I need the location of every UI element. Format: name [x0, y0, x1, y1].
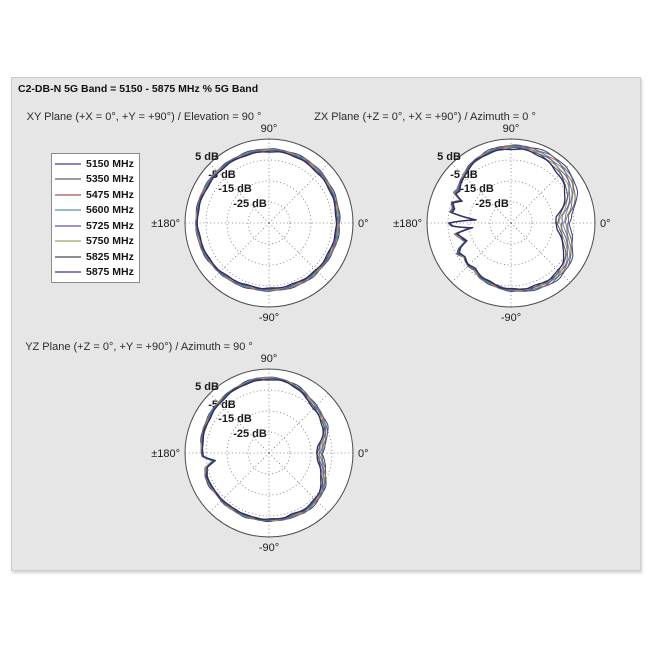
legend-item-label: 5475 MHz [86, 188, 134, 201]
angle-label-bottom: -90° [258, 542, 280, 554]
legend-item-label: 5725 MHz [86, 219, 134, 232]
angle-label-right: 0° [358, 448, 369, 460]
legend-item [55, 265, 139, 279]
legend-item-label: 5350 MHz [86, 173, 134, 186]
legend-line-sample [55, 194, 81, 196]
legend-item-label: 5875 MHz [86, 266, 134, 279]
db-ring-label: -5 dB [208, 399, 236, 411]
angle-label-bottom: -90° [258, 312, 280, 324]
legend-item-label: 5600 MHz [86, 204, 134, 217]
plot-title-xy: XY Plane (+X = 0°, +Y = +90°) / Elevation = 90 ° [26, 111, 262, 123]
angle-label-bottom: -90° [500, 312, 522, 324]
legend-line-sample [55, 209, 81, 211]
legend-item [55, 157, 139, 171]
legend-item [55, 188, 139, 202]
polar-plot-xy [144, 103, 394, 348]
legend-item [55, 234, 139, 248]
legend-item [55, 219, 139, 233]
angle-label-left: ±180° [151, 448, 180, 460]
angle-label-top: 90° [260, 123, 278, 135]
polar-plot-zx [386, 103, 636, 348]
db-ring-label: 5 dB [195, 151, 219, 163]
legend-line-sample [55, 178, 81, 180]
legend-item [55, 172, 139, 186]
legend-line-sample [55, 271, 81, 273]
legend-item-label: 5750 MHz [86, 235, 134, 248]
legend-item [55, 250, 139, 264]
figure-title: C2-DB-N 5G Band = 5150 - 5875 MHz % 5G Band [18, 83, 259, 95]
legend-item [55, 203, 139, 217]
angle-label-top: 90° [502, 123, 520, 135]
legend-line-sample [55, 225, 81, 227]
angle-label-left: ±180° [393, 218, 422, 230]
db-ring-label: -25 dB [233, 428, 267, 440]
legend-item-label: 5825 MHz [86, 250, 134, 263]
db-ring-label: 5 dB [195, 381, 219, 393]
angle-label-top: 90° [260, 353, 278, 365]
angle-label-left: ±180° [151, 218, 180, 230]
plot-title-zx: ZX Plane (+Z = 0°, +X = +90°) / Azimuth = 0 ° [314, 111, 536, 123]
legend-line-sample [55, 256, 81, 258]
db-ring-label: -15 dB [218, 413, 252, 425]
angle-label-right: 0° [600, 218, 611, 230]
angle-label-right: 0° [358, 218, 369, 230]
db-ring-label: 5 dB [437, 151, 461, 163]
db-ring-label: -25 dB [475, 198, 509, 210]
legend-item-label: 5150 MHz [86, 157, 134, 170]
db-ring-label: -15 dB [460, 183, 494, 195]
plot-title-yz: YZ Plane (+Z = 0°, +Y = +90°) / Azimuth = 90 ° [25, 341, 253, 353]
db-ring-label: -15 dB [218, 183, 252, 195]
legend-line-sample [55, 240, 81, 242]
db-ring-label: -5 dB [208, 169, 236, 181]
db-ring-label: -5 dB [450, 169, 478, 181]
figure-panel [11, 77, 641, 571]
legend-line-sample [55, 163, 81, 165]
polar-plot-yz [144, 333, 394, 578]
db-ring-label: -25 dB [233, 198, 267, 210]
frequency-legend [51, 153, 140, 283]
